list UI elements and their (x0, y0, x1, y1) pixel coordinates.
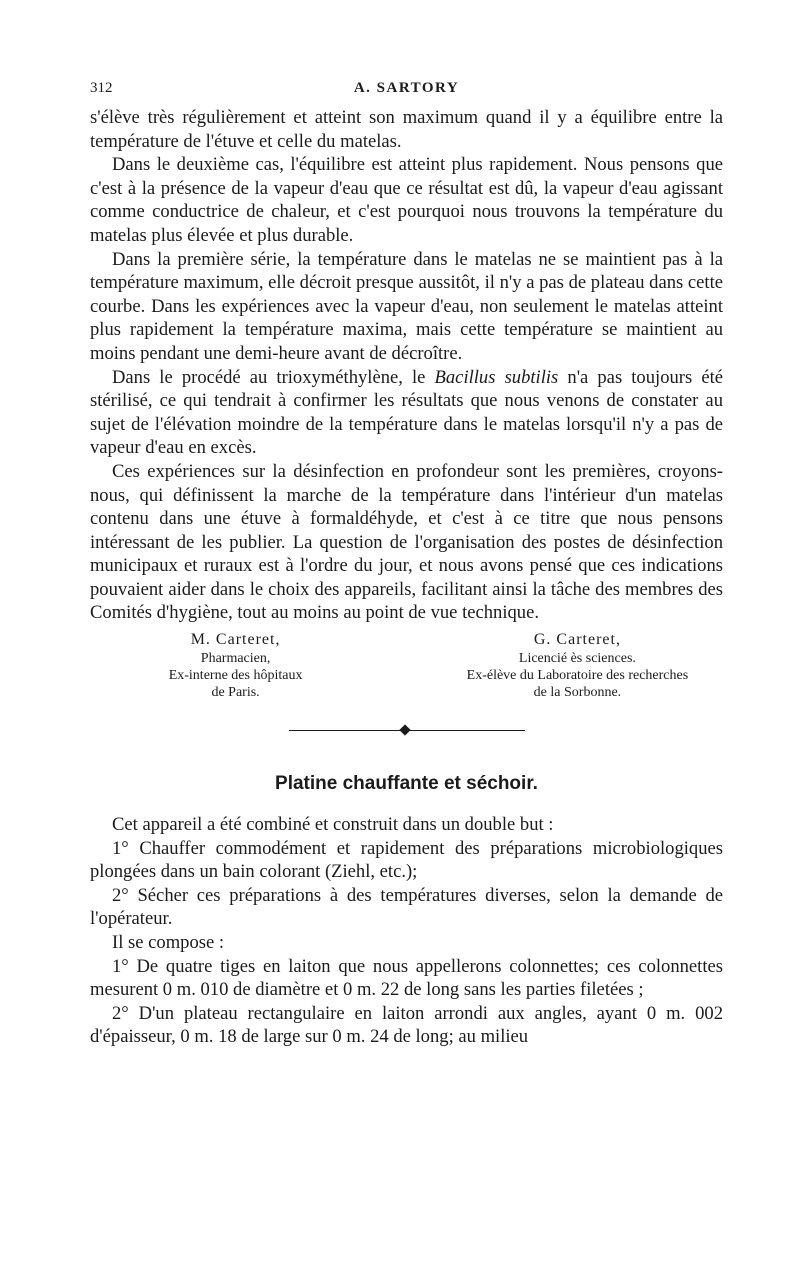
paragraph: Ces expériences sur la désinfection en profondeur sont les premières, croyons-nous, qui définissent la marche de la température dans l'intérieur d'un matelas contenu dans une étuve à formaldéhyde, et c'est à ce titre que nous pensons intéressant de les publier. La question de l'organisation des postes de désinfection municipaux et ruraux est à l'ordre du jour, et nous avons pensé que ces indications pouvaient aider dans le choix des appareils, facilitant ainsi la tâche des membres des Comités d'hygiène, tout au moins au point de vue technique. (90, 460, 723, 624)
paragraph (90, 366, 723, 460)
paragraph: 1° De quatre tiges en laiton que nous appellerons colonnettes; ces colonnettes mesurent 0 m. 010 de diamètre et 0 m. 22 de long sans les parties filetées ; (90, 955, 723, 1001)
paragraph: Dans la première série, la température dans le matelas ne se maintient pas à la température maximum, elle décroit presque aussitôt, il n'y a pas de plateau dans cette courbe. Dans les expériences avec la vapeur d'eau, non seulement le matelas atteint plus rapidement la température maxima, mais cette température se maintient au moins pendant une demi-heure avant de décroître. (90, 248, 723, 364)
signature-right (432, 631, 723, 701)
author-title: Pharmacien, (200, 651, 271, 667)
author-title: Licencié ès sciences. (518, 651, 636, 667)
page-number: 312 (90, 80, 113, 96)
author-affiliation: Ex-élève du Laboratoire des recherches (466, 668, 689, 684)
article-section (90, 813, 723, 1049)
paragraph: 2° Sécher ces préparations à des températures diverses, selon la demande de l'opérateur. (90, 884, 723, 930)
paragraph: Il se compose : (112, 932, 225, 954)
author-name: G. Carteret, (533, 631, 621, 649)
author-affiliation: de Paris. (211, 685, 260, 701)
paragraph: s'élève très régulièrement et atteint son maximum quand il y a équilibre entre la température de l'étuve et celle du matelas. (90, 107, 723, 152)
page-header (90, 80, 723, 106)
text-run: n'a pas toujours été stérilisé, ce qui tendrait à confirmer les résultats que nous venons de constater au sujet de l'élévation moindre de la température dans le matelas lorsqu'il n'y a pas de vapeur d'eau en excès. (90, 366, 723, 459)
signature-left (90, 631, 381, 701)
article-continuation (90, 106, 723, 625)
page (90, 80, 723, 1049)
paragraph: 2° D'un plateau rectangulaire en laiton arrondi aux angles, ayant 0 m. 002 d'épaisseur, 0 m. 18 de large sur 0 m. 24 de long; au milieu (90, 1002, 723, 1048)
running-head: A. SARTORY (353, 80, 460, 96)
paragraph: 1° Chauffer commodément et rapidement des préparations microbiologiques plongées dans un bain colorant (Ziehl, etc.); (90, 837, 723, 883)
author-name: M. Carteret, (190, 631, 281, 649)
section-divider (289, 723, 525, 737)
author-affiliation: Ex-interne des hôpitaux (168, 668, 303, 684)
paragraph: Dans le deuxième cas, l'équilibre est atteint plus rapidement. Nous pensons que c'est à la présence de la vapeur d'eau que ce résultat est dû, la vapeur d'eau agissant comme conductrice de chaleur, et c'est pourquoi nous trouvons la température du matelas plus élevée et plus durable. (90, 154, 723, 246)
signatures (90, 631, 723, 701)
author-affiliation: de la Sorbonne. (533, 685, 622, 701)
species-name: Bacillus subtilis (434, 366, 559, 388)
diamond-ornament-icon (399, 724, 410, 735)
section-title: Platine chauffante et séchoir. (275, 773, 538, 795)
text-run: Dans le procédé au trioxyméthylène, le (112, 366, 435, 388)
paragraph: Cet appareil a été combiné et construit dans un double but : (112, 814, 554, 836)
